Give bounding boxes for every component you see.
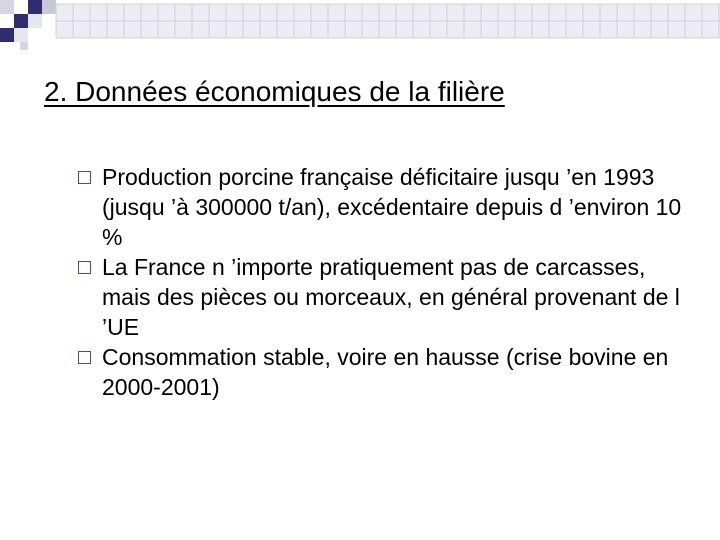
hollow-square-bullet-icon [78, 171, 91, 184]
bullet-text: Consommation stable, voire en hausse (crise bovine en 2000-2001) [102, 344, 669, 400]
bullet-text: La France n ’importe pratiquement pas de carcasses, mais des pièces ou morceaux, en général provenant de l ’UE [102, 254, 680, 340]
hollow-square-bullet-icon [78, 351, 91, 364]
bullet-item [78, 252, 688, 342]
checker-pattern [0, 0, 56, 50]
slide-title: 2. Données économiques de la filière [44, 76, 505, 107]
grid-band [56, 4, 720, 38]
corner-decoration [0, 0, 720, 50]
bullet-item [78, 342, 688, 402]
hollow-square-bullet-icon [78, 261, 91, 274]
bullet-item [78, 162, 688, 252]
bullet-text: Production porcine française déficitaire jusqu ’en 1993 (jusqu ’à 300000 t/an), excédentaire depuis d ’environ 10 % [102, 164, 682, 250]
bullet-list [78, 162, 688, 402]
